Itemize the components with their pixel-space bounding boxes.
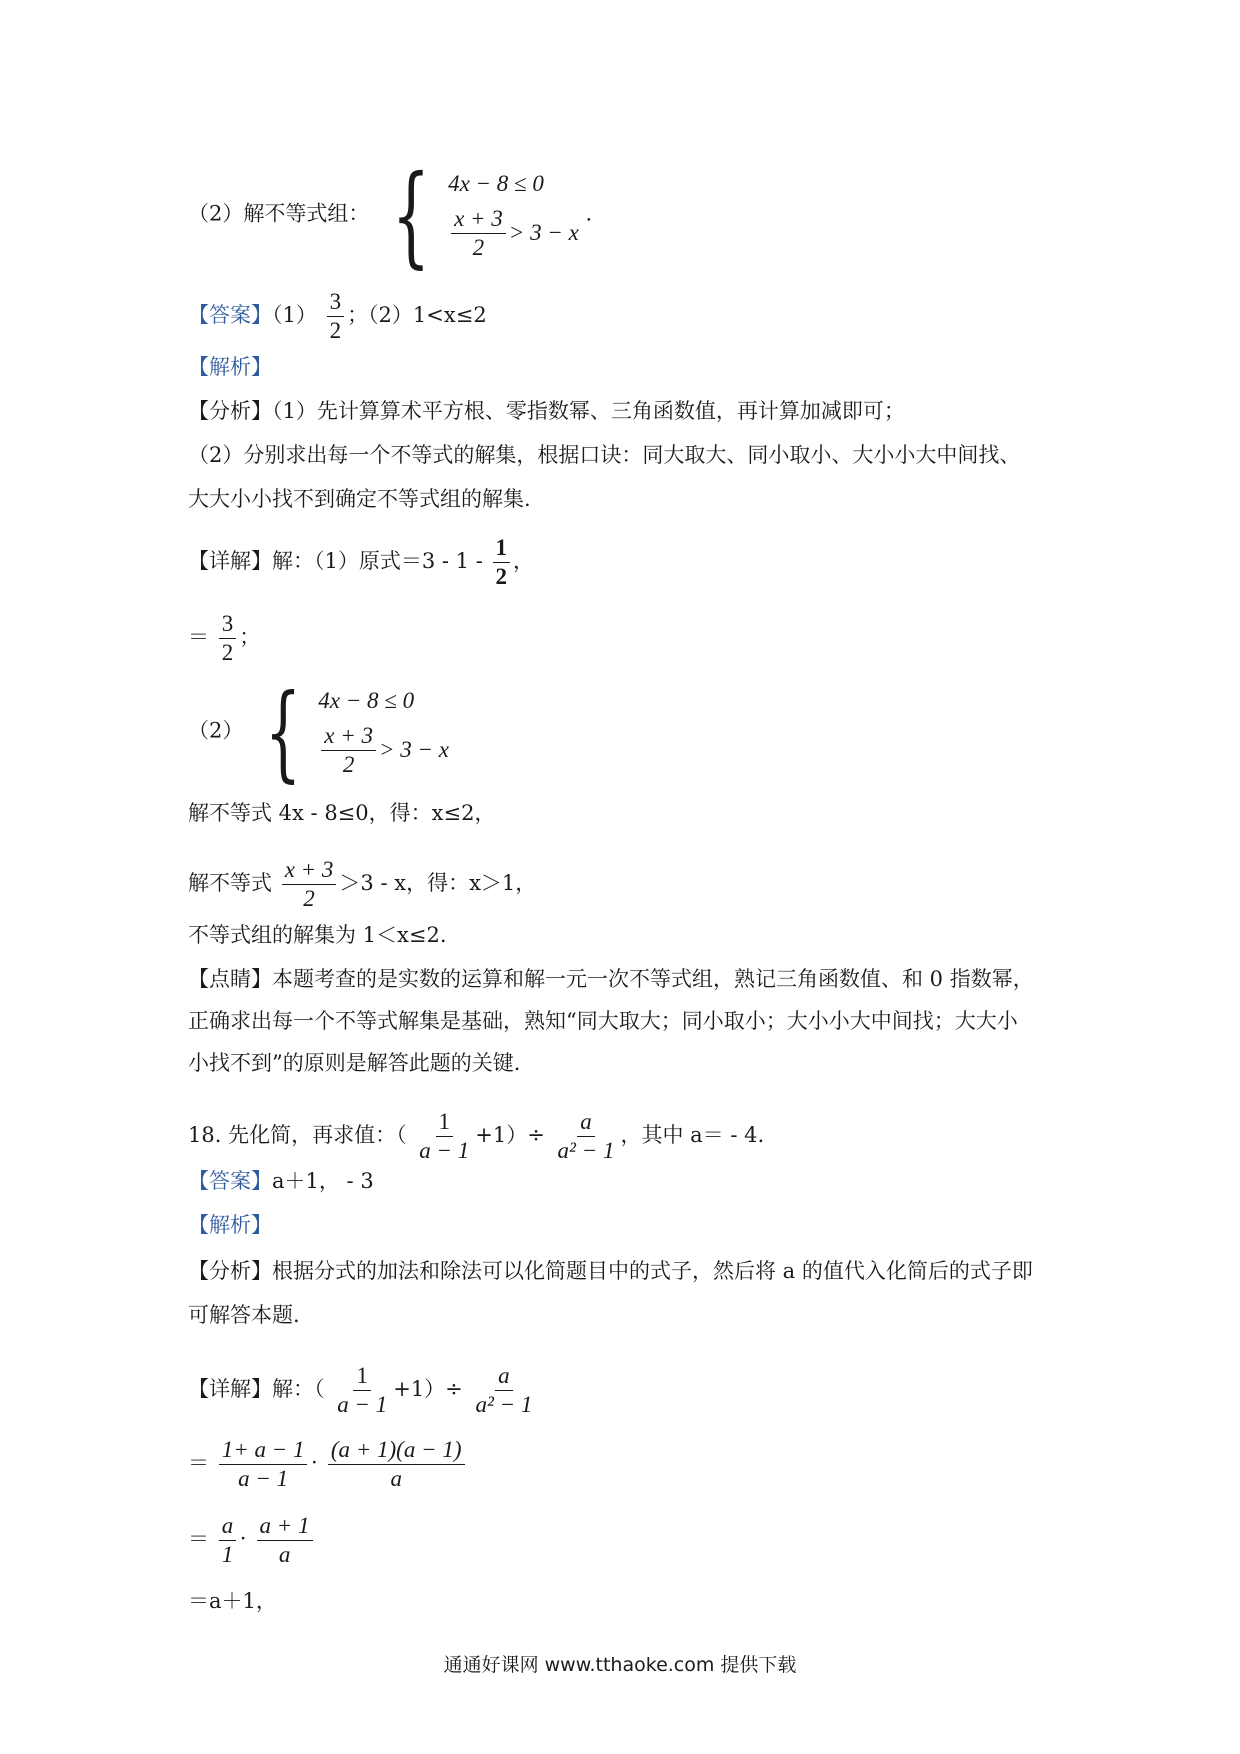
detail-tag: 【详解】: [188, 1377, 272, 1401]
system-row-1: 4x − 8 ≤ 0: [448, 170, 544, 196]
q18-analysis-line1: 【分析】根据分式的加法和除法可以化简题目中的式子，然后将 a 的值代入化简后的式子即: [188, 1259, 1033, 1283]
system-row-2-fraction: $\frac{x + 3}{2}$: [451, 205, 506, 262]
detail-inequality-system: [250, 671, 449, 793]
q17-analysis-line1: 【分析】（1）先计算算术平方根、零指数幂、三角函数值，再计算加减即可；: [188, 399, 905, 423]
q17-detail-line2: ＝ $\frac{3}{2}$ ；: [188, 611, 261, 665]
step3-fraction-2: $\frac{a + 1}{a}$: [257, 1512, 313, 1569]
analysis-tag: 【分析】: [188, 1259, 272, 1283]
answer-part2: ；（2）1<x≤2: [347, 303, 487, 327]
page-footer: 通通好课网 www.tthaoke.com 提供下载: [443, 1654, 797, 1676]
answer-tag: 【答案】: [188, 1169, 272, 1193]
q17-detail-solve2: 解不等式 $\frac{x + 3}{2}$ ＞3 - x，得：x＞1，: [188, 857, 537, 911]
q18-detail-step3: ＝ $\frac{a}{1}$ · $\frac{a + 1}{a}$: [188, 1512, 316, 1569]
detail-tag: 【详解】: [188, 549, 272, 573]
inequality-system: [376, 151, 579, 279]
q18-detail-step1: 【详解】解：（ $\frac{1}{a - 1}$ +1）÷ $\frac{a}{\text{a² − 1}}$: [188, 1362, 538, 1419]
q17-comment-line3: 小找不到”的原则是解答此题的关键.: [188, 1051, 521, 1075]
q17-part2-intro: （2）解不等式组：: [188, 201, 370, 226]
q17-comment-line1: 【点睛】本题考查的是实数的运算和解一元一次不等式组，熟记三角函数值、和 0 指数幂，: [188, 967, 1034, 991]
q18-fraction-2: $\frac{a}{\text{a² − 1}}$: [557, 1109, 615, 1163]
q17-detail-solve1: 解不等式 4x - 8≤0，得：x≤2，: [188, 801, 496, 825]
step2-fraction-1: $\frac{1+ a - 1}{a - 1}$: [219, 1436, 308, 1493]
comment-tag: 【点睛】: [188, 967, 272, 991]
q18-detail-step2: ＝ $\frac{1+ a - 1}{a - 1}$ · $\frac{(a + 1)(a - 1)}{a}$: [188, 1436, 468, 1493]
q17-detail-line1: 【详解】解：（1）原式＝3 - 1 - $\frac{1}{2}$ ，: [188, 535, 534, 589]
system-row-2-rest: > 3 − x: [508, 220, 579, 245]
q18-fraction-1: $\frac{1}{a - 1}$: [419, 1109, 470, 1163]
q17-detail-system: [188, 671, 449, 793]
q17-analysis-line3: 大大小小找不到确定不等式组的解集.: [188, 487, 531, 511]
answer-tag: 【答案】: [188, 303, 272, 327]
q17-comment-line2: 正确求出每一个不等式解集是基础，熟知“同大取大；同小取小；大小小大中间找；大大小: [188, 1009, 1018, 1033]
q17-jiexi-tag: 【解析】: [188, 355, 272, 379]
detail-system-row-2-rest: > 3 − x: [378, 737, 449, 762]
solve2-fraction: $\frac{x + 3}{2}$: [282, 856, 337, 913]
q18-jiexi-tag: 【解析】: [188, 1213, 272, 1237]
left-brace: {: [264, 671, 302, 793]
detail-system-row-2-fraction: $\frac{x + 3}{2}$: [321, 722, 376, 779]
detail-fraction-three-halves: $\frac{3}{2}$: [219, 610, 237, 667]
q17-detail-conclusion: 不等式组的解集为 1＜x≤2.: [188, 923, 447, 947]
answer-fraction: $\frac{3}{2}$: [327, 288, 345, 345]
q17-answer: 【答案】（1） $\frac{3}{2}$ ；（2）1<x≤2: [188, 289, 487, 343]
q18-answer: 【答案】a＋1， - 3: [188, 1169, 374, 1193]
step1-fraction-2: $\frac{a}{\text{a² − 1}}$: [475, 1363, 533, 1417]
step3-fraction-1: $\frac{a}{1}$: [219, 1512, 237, 1569]
q17-analysis-line2: （2）分别求出每一个不等式的解集，根据口诀：同大取大、同小取小、大小小大中间找、: [188, 443, 1021, 467]
q17-part2-end: .: [585, 201, 593, 226]
q18-problem: 18. 先化简，再求值：（ $\frac{1}{a - 1}$ +1）÷ $\frac{a}{\text{a² − 1}}$ ，其中 a＝ - 4.: [188, 1109, 765, 1163]
detail-part2-label: （2）: [188, 718, 244, 743]
q18-detail-step4: ＝a＋1，: [188, 1589, 277, 1613]
detail-system-row-1: 4x − 8 ≤ 0: [318, 687, 415, 713]
left-brace: {: [391, 151, 431, 279]
q17-part2-problem: [188, 151, 593, 279]
step1-fraction-1: $\frac{1}{a - 1}$: [337, 1363, 388, 1417]
detail-fraction-half: $\frac{1}{2}$: [493, 534, 511, 591]
analysis-tag: 【分析】: [188, 399, 272, 423]
step2-fraction-2: $\frac{(a + 1)(a - 1)}{a}$: [328, 1436, 465, 1493]
q18-analysis-line2: 可解答本题.: [188, 1303, 300, 1327]
